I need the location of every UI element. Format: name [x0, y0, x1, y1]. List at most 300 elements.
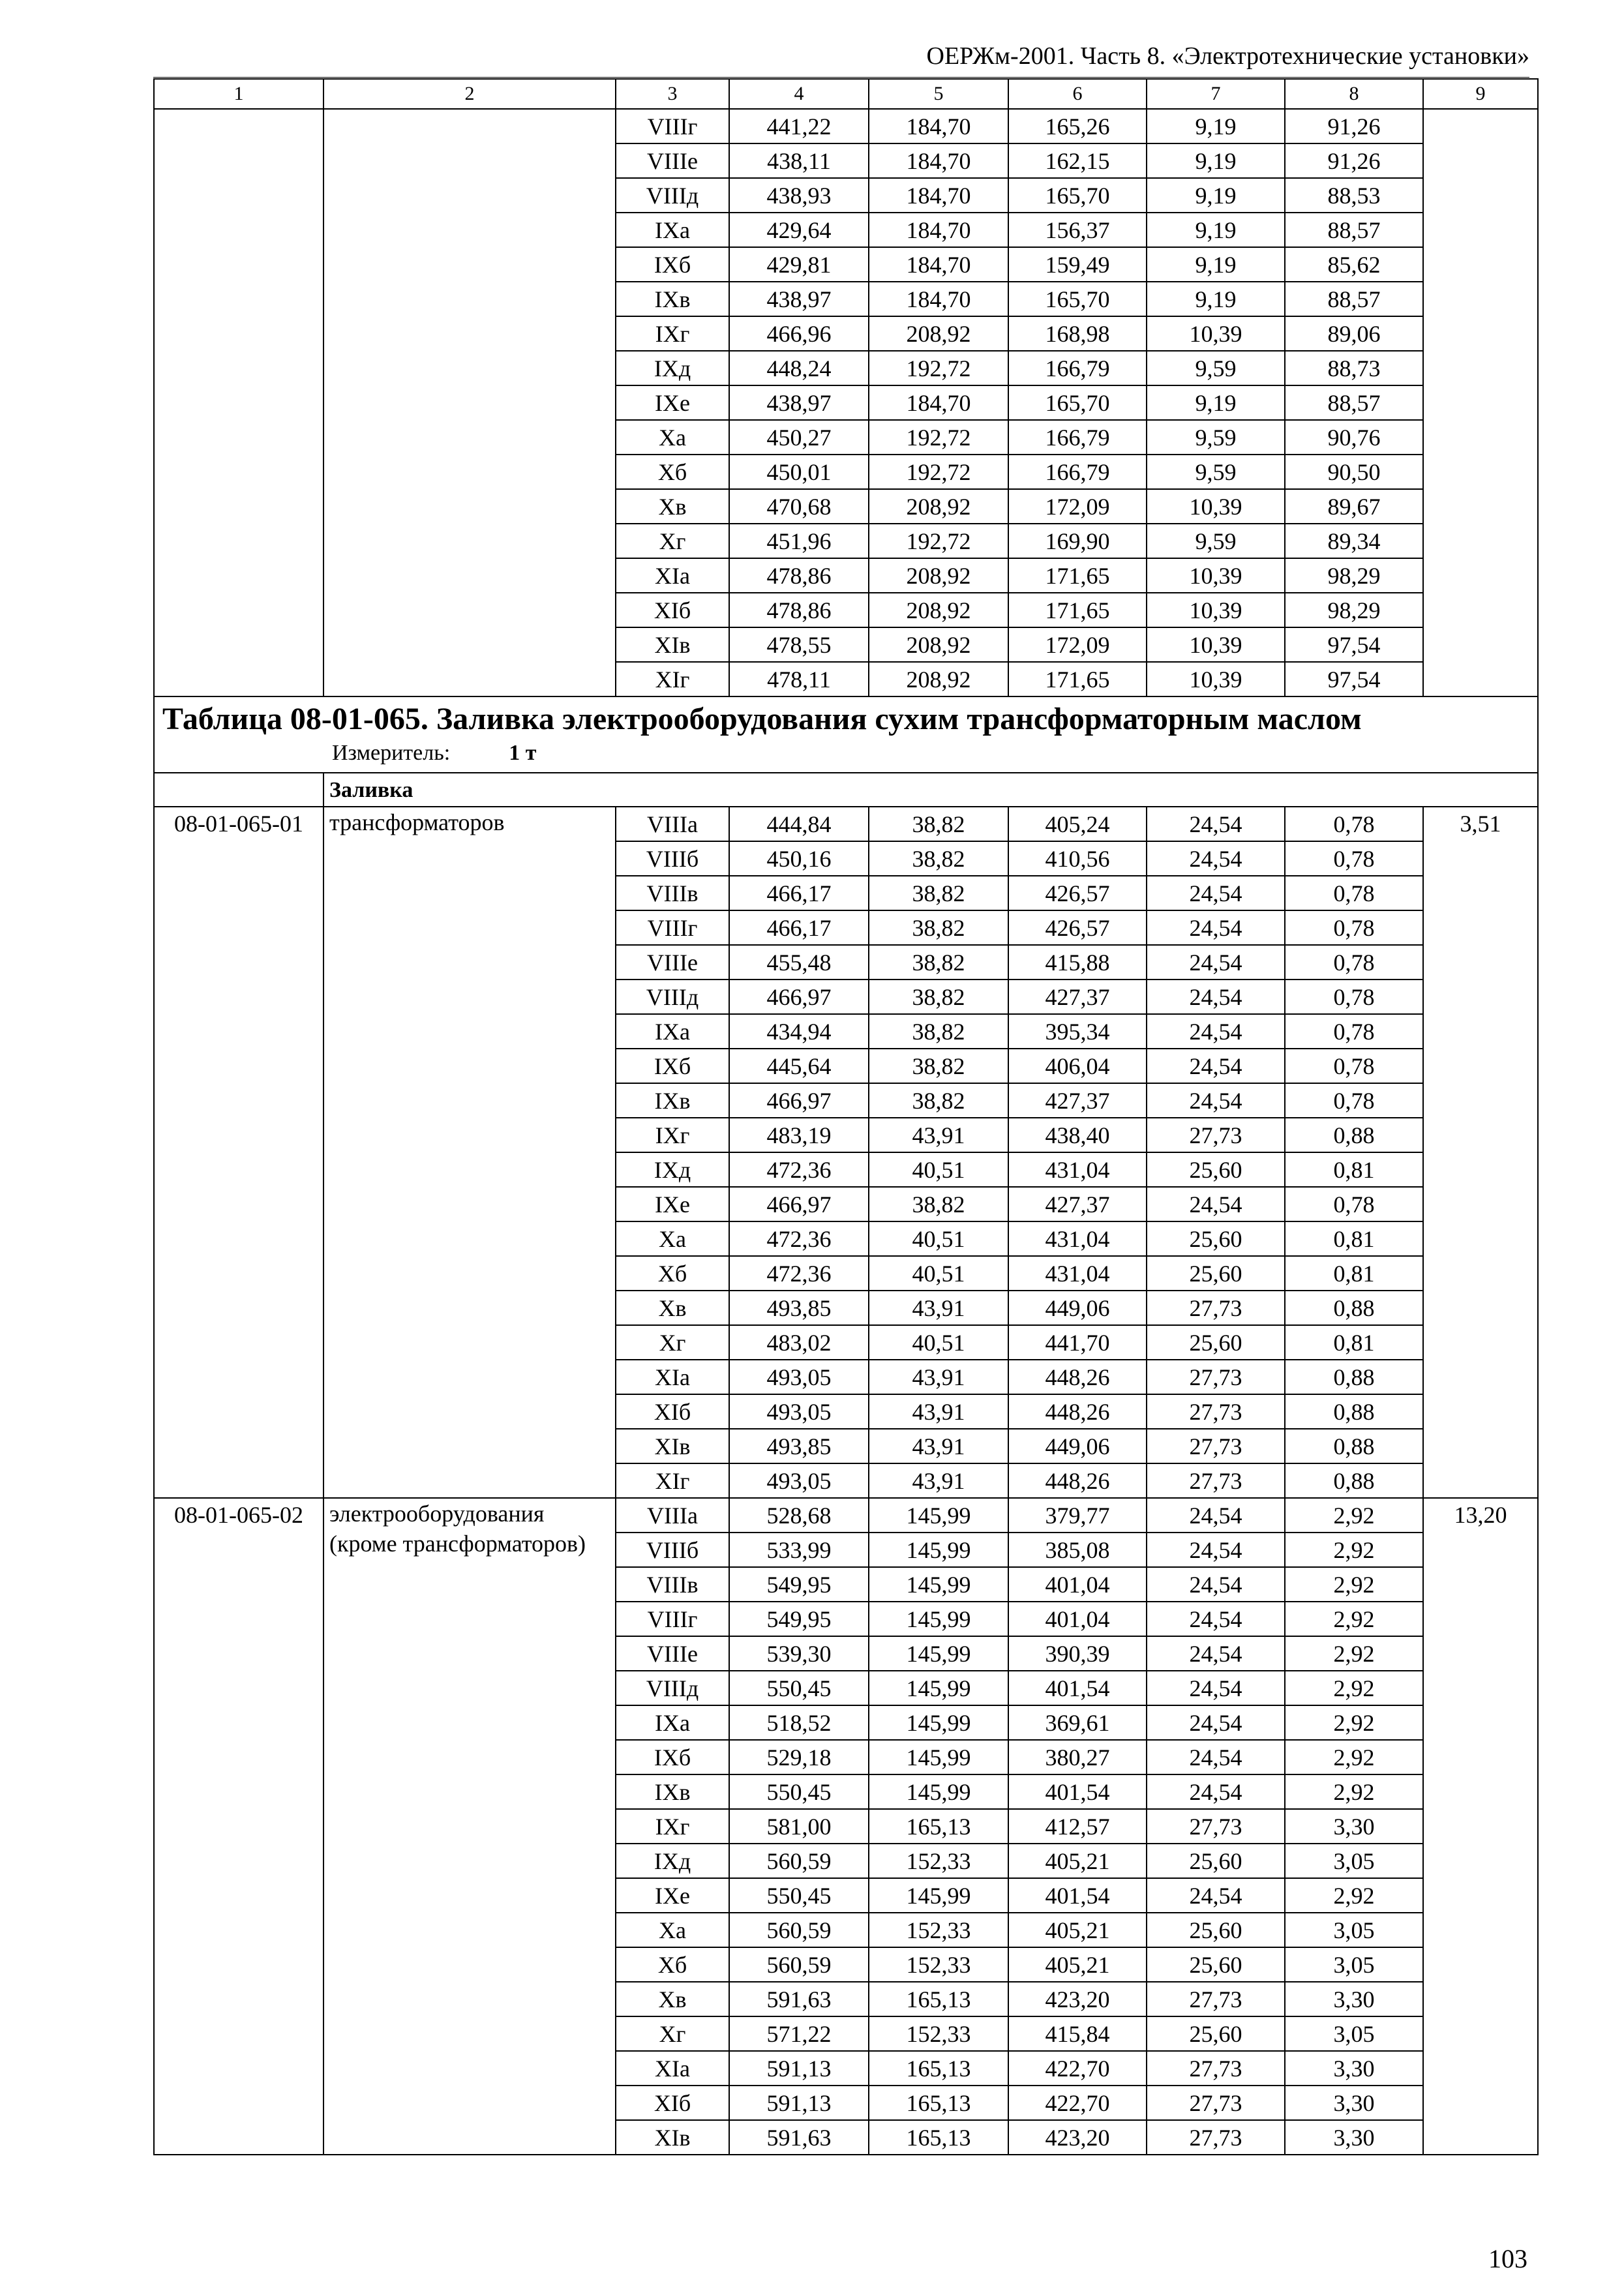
resource-class-cell: XIб — [616, 2086, 729, 2120]
wages-cell: 184,70 — [869, 247, 1008, 282]
name-cell — [323, 109, 616, 696]
materials-cell: 3,05 — [1285, 1947, 1423, 1982]
machine-cost-cell: 379,77 — [1008, 1498, 1147, 1533]
machine-cost-cell: 431,04 — [1008, 1152, 1147, 1187]
column-number: 9 — [1423, 79, 1538, 109]
materials-cell: 0,88 — [1285, 1118, 1423, 1152]
materials-cell: 2,92 — [1285, 1878, 1423, 1913]
resource-class-cell: VIIIе — [616, 1636, 729, 1671]
resource-class-cell: VIIIг — [616, 109, 729, 143]
machine-cost-cell: 448,26 — [1008, 1394, 1147, 1429]
resource-class-cell: IXа — [616, 213, 729, 247]
labour-total: 13,20 — [1423, 1498, 1538, 2155]
machine-cost-cell: 171,65 — [1008, 558, 1147, 593]
machine-cost-cell: 422,70 — [1008, 2051, 1147, 2086]
direct-cost-cell: 493,05 — [729, 1394, 869, 1429]
direct-cost-cell: 529,18 — [729, 1740, 869, 1774]
labour-total: 3,51 — [1423, 807, 1538, 1498]
wages-cell: 38,82 — [869, 945, 1008, 980]
wages-cell: 40,51 — [869, 1221, 1008, 1256]
resource-class-cell: Xв — [616, 1291, 729, 1325]
machine-cost-cell: 449,06 — [1008, 1291, 1147, 1325]
direct-cost-cell: 591,63 — [729, 1982, 869, 2016]
resource-class-cell: XIв — [616, 627, 729, 662]
machine-cost-cell: 405,21 — [1008, 1947, 1147, 1982]
direct-cost-cell: 560,59 — [729, 1947, 869, 1982]
direct-cost-cell: 493,85 — [729, 1429, 869, 1463]
machine-cost-cell: 438,40 — [1008, 1118, 1147, 1152]
wages-cell: 38,82 — [869, 1049, 1008, 1083]
materials-cell: 0,78 — [1285, 1083, 1423, 1118]
wages-cell: 192,72 — [869, 455, 1008, 489]
resource-class-cell: VIIIд — [616, 1671, 729, 1705]
machinist-wages-cell: 9,19 — [1147, 109, 1285, 143]
column-number: 2 — [323, 79, 616, 109]
machinist-wages-cell: 9,19 — [1147, 178, 1285, 213]
wages-cell: 184,70 — [869, 213, 1008, 247]
machine-cost-cell: 427,37 — [1008, 1083, 1147, 1118]
resource-class-cell: Xг — [616, 2016, 729, 2051]
wages-cell: 208,92 — [869, 489, 1008, 524]
machine-cost-cell: 385,08 — [1008, 1533, 1147, 1567]
resource-class-cell: XIб — [616, 593, 729, 627]
materials-cell: 85,62 — [1285, 247, 1423, 282]
resource-class-cell: VIIIе — [616, 143, 729, 178]
column-number: 5 — [869, 79, 1008, 109]
materials-cell: 97,54 — [1285, 627, 1423, 662]
wages-cell: 38,82 — [869, 1014, 1008, 1049]
machinist-wages-cell: 24,54 — [1147, 876, 1285, 910]
machinist-wages-cell: 24,54 — [1147, 1740, 1285, 1774]
materials-cell: 3,30 — [1285, 2120, 1423, 2155]
machine-cost-cell: 448,26 — [1008, 1463, 1147, 1498]
machinist-wages-cell: 24,54 — [1147, 1878, 1285, 1913]
wages-cell: 145,99 — [869, 1705, 1008, 1740]
wages-cell: 152,33 — [869, 1913, 1008, 1947]
materials-cell: 90,76 — [1285, 420, 1423, 455]
wages-cell: 192,72 — [869, 351, 1008, 385]
resource-class-cell: XIа — [616, 1360, 729, 1394]
direct-cost-cell: 518,52 — [729, 1705, 869, 1740]
wages-cell: 165,13 — [869, 2051, 1008, 2086]
machine-cost-cell: 423,20 — [1008, 1982, 1147, 2016]
resource-class-cell: Xа — [616, 1913, 729, 1947]
machinist-wages-cell: 9,59 — [1147, 351, 1285, 385]
materials-cell: 0,88 — [1285, 1394, 1423, 1429]
materials-cell: 2,92 — [1285, 1671, 1423, 1705]
direct-cost-cell: 581,00 — [729, 1809, 869, 1844]
machinist-wages-cell: 27,73 — [1147, 1809, 1285, 1844]
wages-cell: 208,92 — [869, 558, 1008, 593]
materials-cell: 2,92 — [1285, 1705, 1423, 1740]
materials-cell: 2,92 — [1285, 1602, 1423, 1636]
machinist-wages-cell: 25,60 — [1147, 1913, 1285, 1947]
wages-cell: 165,13 — [869, 1982, 1008, 2016]
wages-cell: 208,92 — [869, 627, 1008, 662]
materials-cell: 0,78 — [1285, 876, 1423, 910]
wages-cell: 145,99 — [869, 1878, 1008, 1913]
machine-cost-cell: 401,04 — [1008, 1567, 1147, 1602]
machine-cost-cell: 415,84 — [1008, 2016, 1147, 2051]
materials-cell: 3,30 — [1285, 2086, 1423, 2120]
materials-cell: 98,29 — [1285, 593, 1423, 627]
resource-class-cell: Xб — [616, 455, 729, 489]
column-number: 1 — [154, 79, 323, 109]
machinist-wages-cell: 27,73 — [1147, 1982, 1285, 2016]
machine-cost-cell: 449,06 — [1008, 1429, 1147, 1463]
wages-cell: 184,70 — [869, 178, 1008, 213]
wages-cell: 43,91 — [869, 1291, 1008, 1325]
materials-cell: 2,92 — [1285, 1567, 1423, 1602]
machinist-wages-cell: 24,54 — [1147, 1774, 1285, 1809]
machinist-wages-cell: 27,73 — [1147, 2086, 1285, 2120]
direct-cost-cell: 466,96 — [729, 316, 869, 351]
direct-cost-cell: 591,13 — [729, 2051, 869, 2086]
resource-class-cell: Xб — [616, 1256, 729, 1291]
direct-cost-cell: 591,63 — [729, 2120, 869, 2155]
materials-cell: 3,05 — [1285, 2016, 1423, 2051]
materials-cell: 0,78 — [1285, 807, 1423, 841]
machine-cost-cell: 427,37 — [1008, 1187, 1147, 1221]
wages-cell: 184,70 — [869, 385, 1008, 420]
direct-cost-cell: 483,02 — [729, 1325, 869, 1360]
direct-cost-cell: 466,97 — [729, 1083, 869, 1118]
machine-cost-cell: 405,24 — [1008, 807, 1147, 841]
column-number: 6 — [1008, 79, 1147, 109]
machinist-wages-cell: 25,60 — [1147, 1221, 1285, 1256]
materials-cell: 0,78 — [1285, 945, 1423, 980]
direct-cost-cell: 438,97 — [729, 385, 869, 420]
machine-cost-cell: 165,70 — [1008, 282, 1147, 316]
materials-cell: 0,81 — [1285, 1325, 1423, 1360]
materials-cell: 3,30 — [1285, 1982, 1423, 2016]
machine-cost-cell: 169,90 — [1008, 524, 1147, 558]
direct-cost-cell: 438,11 — [729, 143, 869, 178]
machine-cost-cell: 390,39 — [1008, 1636, 1147, 1671]
direct-cost-cell: 493,85 — [729, 1291, 869, 1325]
machine-cost-cell: 380,27 — [1008, 1740, 1147, 1774]
direct-cost-cell: 493,05 — [729, 1360, 869, 1394]
wages-cell: 152,33 — [869, 1844, 1008, 1878]
materials-cell: 0,88 — [1285, 1463, 1423, 1498]
machine-cost-cell: 405,21 — [1008, 1844, 1147, 1878]
machinist-wages-cell: 27,73 — [1147, 1118, 1285, 1152]
resource-class-cell: VIIIб — [616, 841, 729, 876]
direct-cost-cell: 560,59 — [729, 1913, 869, 1947]
resource-class-cell: IXе — [616, 1187, 729, 1221]
resource-class-cell: XIа — [616, 2051, 729, 2086]
resource-class-cell: IXг — [616, 1118, 729, 1152]
resource-class-cell: Xв — [616, 489, 729, 524]
machine-cost-cell: 427,37 — [1008, 980, 1147, 1014]
wages-cell: 192,72 — [869, 420, 1008, 455]
machine-cost-cell: 172,09 — [1008, 489, 1147, 524]
machinist-wages-cell: 10,39 — [1147, 489, 1285, 524]
machinist-wages-cell: 24,54 — [1147, 807, 1285, 841]
machinist-wages-cell: 25,60 — [1147, 1325, 1285, 1360]
materials-cell: 98,29 — [1285, 558, 1423, 593]
wages-cell: 43,91 — [869, 1463, 1008, 1498]
machine-cost-cell: 431,04 — [1008, 1256, 1147, 1291]
machine-cost-cell: 166,79 — [1008, 351, 1147, 385]
column-number: 7 — [1147, 79, 1285, 109]
direct-cost-cell: 470,68 — [729, 489, 869, 524]
machine-cost-cell: 415,88 — [1008, 945, 1147, 980]
rate-name: электрооборудования (кроме трансформаторов) — [323, 1498, 616, 2155]
materials-cell: 89,34 — [1285, 524, 1423, 558]
labour-cell — [1423, 109, 1538, 696]
resource-class-cell: Xв — [616, 1982, 729, 2016]
machine-cost-cell: 441,70 — [1008, 1325, 1147, 1360]
direct-cost-cell: 472,36 — [729, 1221, 869, 1256]
wages-cell: 145,99 — [869, 1636, 1008, 1671]
materials-cell: 97,54 — [1285, 662, 1423, 696]
machine-cost-cell: 166,79 — [1008, 455, 1147, 489]
machinist-wages-cell: 24,54 — [1147, 1705, 1285, 1740]
column-number: 8 — [1285, 79, 1423, 109]
section-label: Заливка — [329, 778, 414, 802]
materials-cell: 3,30 — [1285, 2051, 1423, 2086]
wages-cell: 40,51 — [869, 1256, 1008, 1291]
materials-cell: 3,05 — [1285, 1913, 1423, 1947]
wages-cell: 152,33 — [869, 1947, 1008, 1982]
direct-cost-cell: 472,36 — [729, 1152, 869, 1187]
direct-cost-cell: 450,27 — [729, 420, 869, 455]
materials-cell: 88,57 — [1285, 213, 1423, 247]
direct-cost-cell: 472,36 — [729, 1256, 869, 1291]
materials-cell: 0,78 — [1285, 910, 1423, 945]
machinist-wages-cell: 24,54 — [1147, 910, 1285, 945]
materials-cell: 0,78 — [1285, 1187, 1423, 1221]
direct-cost-cell: 445,64 — [729, 1049, 869, 1083]
wages-cell: 208,92 — [869, 593, 1008, 627]
machinist-wages-cell: 9,19 — [1147, 247, 1285, 282]
direct-cost-cell: 483,19 — [729, 1118, 869, 1152]
machinist-wages-cell: 27,73 — [1147, 1360, 1285, 1394]
measure-line — [162, 737, 1537, 772]
table-row — [154, 1498, 1538, 1533]
resource-class-cell: VIIIд — [616, 980, 729, 1014]
column-number-row — [154, 79, 1538, 109]
section-row — [154, 773, 1538, 807]
wages-cell: 38,82 — [869, 1083, 1008, 1118]
direct-cost-cell: 429,81 — [729, 247, 869, 282]
wages-cell: 43,91 — [869, 1429, 1008, 1463]
direct-cost-cell: 478,86 — [729, 558, 869, 593]
machine-cost-cell: 401,54 — [1008, 1774, 1147, 1809]
direct-cost-cell: 528,68 — [729, 1498, 869, 1533]
machinist-wages-cell: 24,54 — [1147, 1671, 1285, 1705]
machinist-wages-cell: 10,39 — [1147, 593, 1285, 627]
wages-cell: 145,99 — [869, 1602, 1008, 1636]
resource-class-cell: IXе — [616, 385, 729, 420]
resource-class-cell: VIIIг — [616, 1602, 729, 1636]
wages-cell: 38,82 — [869, 876, 1008, 910]
resource-class-cell: IXг — [616, 316, 729, 351]
wages-cell: 145,99 — [869, 1567, 1008, 1602]
wages-cell: 165,13 — [869, 2120, 1008, 2155]
materials-cell: 0,81 — [1285, 1152, 1423, 1187]
resource-class-cell: XIг — [616, 1463, 729, 1498]
wages-cell: 152,33 — [869, 2016, 1008, 2051]
machine-cost-cell: 166,79 — [1008, 420, 1147, 455]
machine-cost-cell: 156,37 — [1008, 213, 1147, 247]
direct-cost-cell: 466,97 — [729, 980, 869, 1014]
machinist-wages-cell: 10,39 — [1147, 627, 1285, 662]
resource-class-cell: VIIIг — [616, 910, 729, 945]
resource-class-cell: IXб — [616, 1740, 729, 1774]
resource-class-cell: VIIIв — [616, 876, 729, 910]
direct-cost-cell: 550,45 — [729, 1878, 869, 1913]
wages-cell: 145,99 — [869, 1671, 1008, 1705]
machinist-wages-cell: 24,54 — [1147, 1498, 1285, 1533]
machine-cost-cell: 423,20 — [1008, 2120, 1147, 2155]
materials-cell: 88,57 — [1285, 282, 1423, 316]
machine-cost-cell: 431,04 — [1008, 1221, 1147, 1256]
table-body — [154, 79, 1538, 2155]
machine-cost-cell: 168,98 — [1008, 316, 1147, 351]
machine-cost-cell: 448,26 — [1008, 1360, 1147, 1394]
direct-cost-cell: 478,11 — [729, 662, 869, 696]
materials-cell: 0,78 — [1285, 841, 1423, 876]
resource-class-cell: Xб — [616, 1947, 729, 1982]
machinist-wages-cell: 25,60 — [1147, 1256, 1285, 1291]
machine-cost-cell: 395,34 — [1008, 1014, 1147, 1049]
direct-cost-cell: 466,97 — [729, 1187, 869, 1221]
resource-class-cell: IXб — [616, 1049, 729, 1083]
wages-cell: 38,82 — [869, 980, 1008, 1014]
resource-class-cell: IXа — [616, 1014, 729, 1049]
machinist-wages-cell: 27,73 — [1147, 1394, 1285, 1429]
direct-cost-cell: 429,64 — [729, 213, 869, 247]
materials-cell: 0,88 — [1285, 1360, 1423, 1394]
machine-cost-cell: 401,54 — [1008, 1671, 1147, 1705]
direct-cost-cell: 434,94 — [729, 1014, 869, 1049]
table-row — [154, 109, 1538, 143]
resource-class-cell: IXа — [616, 1705, 729, 1740]
section-cell — [323, 773, 1538, 807]
wages-cell: 184,70 — [869, 109, 1008, 143]
direct-cost-cell: 550,45 — [729, 1774, 869, 1809]
machinist-wages-cell: 9,19 — [1147, 385, 1285, 420]
resource-class-cell: IXд — [616, 1152, 729, 1187]
materials-cell: 0,88 — [1285, 1429, 1423, 1463]
resource-class-cell: VIIIд — [616, 178, 729, 213]
wages-cell: 145,99 — [869, 1498, 1008, 1533]
direct-cost-cell: 466,17 — [729, 876, 869, 910]
rate-code: 08-01-065-01 — [154, 807, 323, 1498]
materials-cell: 2,92 — [1285, 1774, 1423, 1809]
machine-cost-cell: 401,54 — [1008, 1878, 1147, 1913]
machinist-wages-cell: 24,54 — [1147, 1014, 1285, 1049]
machine-cost-cell: 165,70 — [1008, 178, 1147, 213]
machine-cost-cell: 171,65 — [1008, 593, 1147, 627]
machine-cost-cell: 412,57 — [1008, 1809, 1147, 1844]
machine-cost-cell: 410,56 — [1008, 841, 1147, 876]
machine-cost-cell: 165,70 — [1008, 385, 1147, 420]
machinist-wages-cell: 10,39 — [1147, 662, 1285, 696]
machine-cost-cell: 405,21 — [1008, 1913, 1147, 1947]
wages-cell: 145,99 — [869, 1740, 1008, 1774]
direct-cost-cell: 533,99 — [729, 1533, 869, 1567]
measure-label: Измеритель: — [332, 741, 451, 765]
resource-class-cell: XIв — [616, 1429, 729, 1463]
rate-code: 08-01-065-02 — [154, 1498, 323, 2155]
machine-cost-cell: 172,09 — [1008, 627, 1147, 662]
wages-cell: 165,13 — [869, 2086, 1008, 2120]
direct-cost-cell: 478,86 — [729, 593, 869, 627]
wages-cell: 145,99 — [869, 1533, 1008, 1567]
rate-name: трансформаторов — [323, 807, 616, 1498]
wages-cell: 38,82 — [869, 1187, 1008, 1221]
machinist-wages-cell: 24,54 — [1147, 1049, 1285, 1083]
column-number: 3 — [616, 79, 729, 109]
machinist-wages-cell: 24,54 — [1147, 1567, 1285, 1602]
resource-class-cell: XIб — [616, 1394, 729, 1429]
machinist-wages-cell: 10,39 — [1147, 316, 1285, 351]
machinist-wages-cell: 9,19 — [1147, 213, 1285, 247]
wages-cell: 43,91 — [869, 1394, 1008, 1429]
machinist-wages-cell: 9,19 — [1147, 282, 1285, 316]
materials-cell: 2,92 — [1285, 1740, 1423, 1774]
wages-cell: 40,51 — [869, 1152, 1008, 1187]
machinist-wages-cell: 25,60 — [1147, 1844, 1285, 1878]
machine-cost-cell: 426,57 — [1008, 910, 1147, 945]
machinist-wages-cell: 24,54 — [1147, 945, 1285, 980]
wages-cell: 208,92 — [869, 662, 1008, 696]
resource-class-cell: IXг — [616, 1809, 729, 1844]
wages-cell: 43,91 — [869, 1118, 1008, 1152]
machine-cost-cell: 165,26 — [1008, 109, 1147, 143]
direct-cost-cell: 448,24 — [729, 351, 869, 385]
resource-class-cell: XIг — [616, 662, 729, 696]
machinist-wages-cell: 9,59 — [1147, 524, 1285, 558]
wages-cell: 38,82 — [869, 807, 1008, 841]
resource-class-cell: Xг — [616, 1325, 729, 1360]
wages-cell: 145,99 — [869, 1774, 1008, 1809]
wages-cell: 40,51 — [869, 1325, 1008, 1360]
resource-class-cell: XIа — [616, 558, 729, 593]
wages-cell: 38,82 — [869, 841, 1008, 876]
resource-class-cell: IXе — [616, 1878, 729, 1913]
direct-cost-cell: 478,55 — [729, 627, 869, 662]
machinist-wages-cell: 9,59 — [1147, 420, 1285, 455]
materials-cell: 91,26 — [1285, 143, 1423, 178]
machine-cost-cell: 401,04 — [1008, 1602, 1147, 1636]
resource-class-cell: IXд — [616, 351, 729, 385]
direct-cost-cell: 438,93 — [729, 178, 869, 213]
materials-cell: 2,92 — [1285, 1498, 1423, 1533]
materials-cell: 3,30 — [1285, 1809, 1423, 1844]
machinist-wages-cell: 27,73 — [1147, 1429, 1285, 1463]
materials-cell: 88,73 — [1285, 351, 1423, 385]
wages-cell: 38,82 — [869, 910, 1008, 945]
direct-cost-cell: 450,16 — [729, 841, 869, 876]
machinist-wages-cell: 10,39 — [1147, 558, 1285, 593]
machinist-wages-cell: 24,54 — [1147, 841, 1285, 876]
machinist-wages-cell: 24,54 — [1147, 1602, 1285, 1636]
rates-table — [153, 78, 1539, 2155]
materials-cell: 0,81 — [1285, 1256, 1423, 1291]
machinist-wages-cell: 27,73 — [1147, 1291, 1285, 1325]
resource-class-cell: VIIIе — [616, 945, 729, 980]
direct-cost-cell: 466,17 — [729, 910, 869, 945]
machinist-wages-cell: 27,73 — [1147, 1463, 1285, 1498]
table-title-cell — [154, 696, 1538, 773]
resource-class-cell: VIIIв — [616, 1567, 729, 1602]
table-title-row — [154, 696, 1538, 773]
resource-class-cell: IXв — [616, 1083, 729, 1118]
